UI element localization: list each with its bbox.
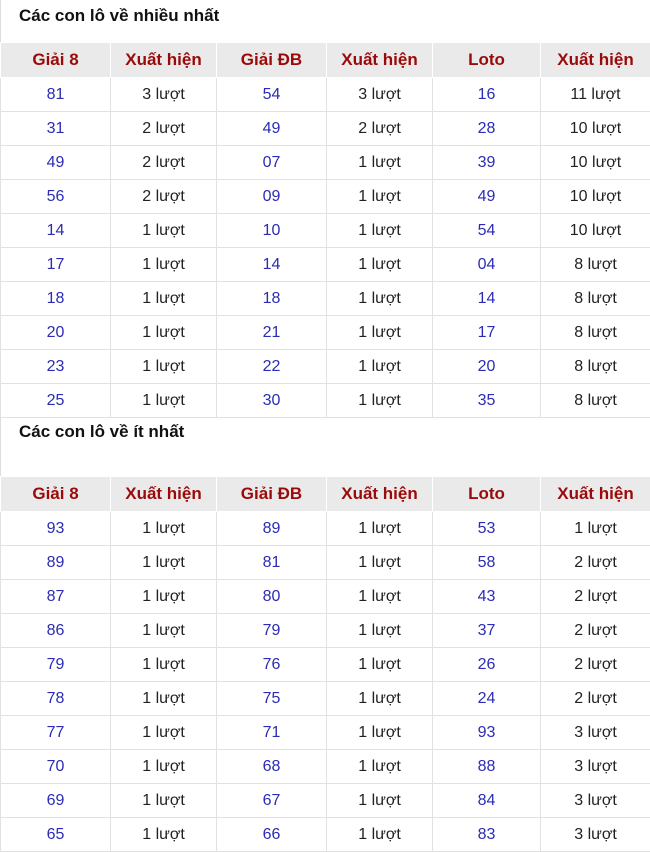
loto-number: 14 bbox=[433, 282, 541, 316]
table-row bbox=[1, 614, 650, 648]
table-row bbox=[1, 112, 650, 146]
loto-number: 16 bbox=[433, 78, 541, 112]
loto-count: 2 lượt bbox=[541, 546, 650, 580]
giai-8-count: 1 lượt bbox=[111, 282, 217, 316]
loto-count: 2 lượt bbox=[541, 580, 650, 614]
table-row bbox=[1, 716, 650, 750]
loto-number: 35 bbox=[433, 384, 541, 418]
giai-db-number: 30 bbox=[217, 384, 327, 418]
giai-8-count: 3 lượt bbox=[111, 78, 217, 112]
table-row bbox=[1, 146, 650, 180]
header-xuat-hien: Xuất hiện bbox=[111, 43, 217, 78]
giai-db-number: 54 bbox=[217, 78, 327, 112]
giai-8-count: 1 lượt bbox=[111, 750, 217, 784]
giai-db-count: 1 lượt bbox=[327, 784, 433, 818]
giai-db-number: 66 bbox=[217, 818, 327, 852]
giai-db-count: 1 lượt bbox=[327, 648, 433, 682]
giai-db-number: 79 bbox=[217, 614, 327, 648]
giai-8-count: 1 lượt bbox=[111, 214, 217, 248]
table-header-row bbox=[1, 477, 650, 512]
loto-number: 53 bbox=[433, 512, 541, 546]
giai-8-number: 17 bbox=[1, 248, 111, 282]
table-row bbox=[1, 180, 650, 214]
giai-db-count: 1 lượt bbox=[327, 818, 433, 852]
header-giai-8: Giải 8 bbox=[1, 43, 111, 78]
giai-db-count: 1 lượt bbox=[327, 214, 433, 248]
giai-8-number: 93 bbox=[1, 512, 111, 546]
table-row bbox=[1, 316, 650, 350]
loto-count: 8 lượt bbox=[541, 316, 650, 350]
giai-8-count: 1 lượt bbox=[111, 384, 217, 418]
giai-8-count: 1 lượt bbox=[111, 784, 217, 818]
loto-count: 8 lượt bbox=[541, 384, 650, 418]
giai-db-count: 1 lượt bbox=[327, 248, 433, 282]
giai-8-number: 23 bbox=[1, 350, 111, 384]
table-row bbox=[1, 512, 650, 546]
giai-8-count: 1 lượt bbox=[111, 248, 217, 282]
giai-8-count: 1 lượt bbox=[111, 682, 217, 716]
loto-number: 20 bbox=[433, 350, 541, 384]
giai-db-count: 1 lượt bbox=[327, 580, 433, 614]
header-xuat-hien: Xuất hiện bbox=[327, 477, 433, 512]
giai-8-count: 2 lượt bbox=[111, 112, 217, 146]
table-row bbox=[1, 682, 650, 716]
table-row bbox=[1, 648, 650, 682]
table-row bbox=[1, 580, 650, 614]
giai-db-number: 89 bbox=[217, 512, 327, 546]
loto-count: 3 lượt bbox=[541, 784, 650, 818]
loto-count: 10 lượt bbox=[541, 146, 650, 180]
giai-8-count: 1 lượt bbox=[111, 648, 217, 682]
loto-number: 84 bbox=[433, 784, 541, 818]
giai-db-count: 1 lượt bbox=[327, 282, 433, 316]
giai-8-count: 1 lượt bbox=[111, 614, 217, 648]
loto-count: 11 lượt bbox=[541, 78, 650, 112]
giai-8-number: 56 bbox=[1, 180, 111, 214]
table-header-row bbox=[1, 43, 650, 78]
header-loto: Loto bbox=[433, 477, 541, 512]
header-giai-db: Giải ĐB bbox=[217, 43, 327, 78]
loto-count: 3 lượt bbox=[541, 818, 650, 852]
loto-number: 24 bbox=[433, 682, 541, 716]
giai-db-number: 76 bbox=[217, 648, 327, 682]
giai-8-count: 1 lượt bbox=[111, 350, 217, 384]
giai-8-count: 1 lượt bbox=[111, 512, 217, 546]
giai-8-number: 14 bbox=[1, 214, 111, 248]
giai-8-count: 2 lượt bbox=[111, 146, 217, 180]
header-loto: Loto bbox=[433, 43, 541, 78]
table-row bbox=[1, 214, 650, 248]
giai-db-count: 1 lượt bbox=[327, 614, 433, 648]
least-frequent-body bbox=[1, 512, 650, 852]
loto-count: 8 lượt bbox=[541, 282, 650, 316]
giai-8-count: 1 lượt bbox=[111, 580, 217, 614]
giai-db-count: 1 lượt bbox=[327, 146, 433, 180]
table-row bbox=[1, 750, 650, 784]
giai-db-number: 75 bbox=[217, 682, 327, 716]
loto-count: 10 lượt bbox=[541, 214, 650, 248]
giai-db-number: 21 bbox=[217, 316, 327, 350]
giai-db-number: 67 bbox=[217, 784, 327, 818]
loto-number: 83 bbox=[433, 818, 541, 852]
giai-8-count: 2 lượt bbox=[111, 180, 217, 214]
header-xuat-hien: Xuất hiện bbox=[541, 477, 650, 512]
loto-number: 39 bbox=[433, 146, 541, 180]
loto-number: 04 bbox=[433, 248, 541, 282]
table-row bbox=[1, 784, 650, 818]
section-title-least: Các con lô về ít nhất bbox=[0, 418, 650, 476]
section-title-most: Các con lô về nhiều nhất bbox=[0, 0, 650, 42]
table-row bbox=[1, 78, 650, 112]
giai-8-number: 70 bbox=[1, 750, 111, 784]
giai-db-count: 1 lượt bbox=[327, 546, 433, 580]
section-most-frequent bbox=[0, 0, 650, 418]
loto-number: 26 bbox=[433, 648, 541, 682]
loto-count: 3 lượt bbox=[541, 750, 650, 784]
loto-number: 17 bbox=[433, 316, 541, 350]
giai-db-number: 68 bbox=[217, 750, 327, 784]
header-xuat-hien: Xuất hiện bbox=[541, 43, 650, 78]
loto-count: 2 lượt bbox=[541, 648, 650, 682]
loto-count: 10 lượt bbox=[541, 180, 650, 214]
giai-8-number: 65 bbox=[1, 818, 111, 852]
table-row bbox=[1, 350, 650, 384]
giai-8-number: 18 bbox=[1, 282, 111, 316]
giai-8-count: 1 lượt bbox=[111, 818, 217, 852]
giai-db-count: 1 lượt bbox=[327, 750, 433, 784]
table-row bbox=[1, 282, 650, 316]
loto-count: 8 lượt bbox=[541, 350, 650, 384]
giai-8-number: 87 bbox=[1, 580, 111, 614]
giai-db-number: 14 bbox=[217, 248, 327, 282]
giai-8-number: 79 bbox=[1, 648, 111, 682]
table-row bbox=[1, 248, 650, 282]
table-row bbox=[1, 818, 650, 852]
loto-number: 54 bbox=[433, 214, 541, 248]
giai-8-number: 86 bbox=[1, 614, 111, 648]
table-row bbox=[1, 384, 650, 418]
giai-8-number: 49 bbox=[1, 146, 111, 180]
giai-8-count: 1 lượt bbox=[111, 316, 217, 350]
giai-8-number: 20 bbox=[1, 316, 111, 350]
loto-count: 10 lượt bbox=[541, 112, 650, 146]
loto-count: 3 lượt bbox=[541, 716, 650, 750]
giai-8-number: 69 bbox=[1, 784, 111, 818]
loto-number: 88 bbox=[433, 750, 541, 784]
giai-8-count: 1 lượt bbox=[111, 716, 217, 750]
giai-db-count: 1 lượt bbox=[327, 512, 433, 546]
loto-number: 43 bbox=[433, 580, 541, 614]
giai-8-number: 89 bbox=[1, 546, 111, 580]
header-xuat-hien: Xuất hiện bbox=[327, 43, 433, 78]
giai-db-count: 1 lượt bbox=[327, 350, 433, 384]
giai-db-number: 10 bbox=[217, 214, 327, 248]
loto-number: 28 bbox=[433, 112, 541, 146]
giai-8-number: 81 bbox=[1, 78, 111, 112]
header-giai-db: Giải ĐB bbox=[217, 477, 327, 512]
header-xuat-hien: Xuất hiện bbox=[111, 477, 217, 512]
giai-db-number: 81 bbox=[217, 546, 327, 580]
giai-8-count: 1 lượt bbox=[111, 546, 217, 580]
giai-db-count: 3 lượt bbox=[327, 78, 433, 112]
loto-number: 93 bbox=[433, 716, 541, 750]
giai-8-number: 78 bbox=[1, 682, 111, 716]
giai-db-number: 09 bbox=[217, 180, 327, 214]
loto-number: 49 bbox=[433, 180, 541, 214]
header-giai-8: Giải 8 bbox=[1, 477, 111, 512]
loto-number: 37 bbox=[433, 614, 541, 648]
giai-db-number: 18 bbox=[217, 282, 327, 316]
giai-8-number: 25 bbox=[1, 384, 111, 418]
giai-db-count: 1 lượt bbox=[327, 180, 433, 214]
loto-count: 2 lượt bbox=[541, 682, 650, 716]
most-frequent-table bbox=[0, 42, 650, 418]
loto-count: 1 lượt bbox=[541, 512, 650, 546]
most-frequent-body bbox=[1, 78, 650, 418]
giai-db-number: 49 bbox=[217, 112, 327, 146]
giai-db-count: 1 lượt bbox=[327, 682, 433, 716]
giai-db-number: 80 bbox=[217, 580, 327, 614]
giai-db-count: 1 lượt bbox=[327, 716, 433, 750]
loto-number: 58 bbox=[433, 546, 541, 580]
section-least-frequent bbox=[0, 418, 650, 852]
giai-db-count: 2 lượt bbox=[327, 112, 433, 146]
giai-db-number: 71 bbox=[217, 716, 327, 750]
giai-db-count: 1 lượt bbox=[327, 384, 433, 418]
giai-db-number: 22 bbox=[217, 350, 327, 384]
table-row bbox=[1, 546, 650, 580]
loto-count: 2 lượt bbox=[541, 614, 650, 648]
giai-db-count: 1 lượt bbox=[327, 316, 433, 350]
giai-db-number: 07 bbox=[217, 146, 327, 180]
least-frequent-table bbox=[0, 476, 650, 852]
giai-8-number: 77 bbox=[1, 716, 111, 750]
loto-count: 8 lượt bbox=[541, 248, 650, 282]
giai-8-number: 31 bbox=[1, 112, 111, 146]
